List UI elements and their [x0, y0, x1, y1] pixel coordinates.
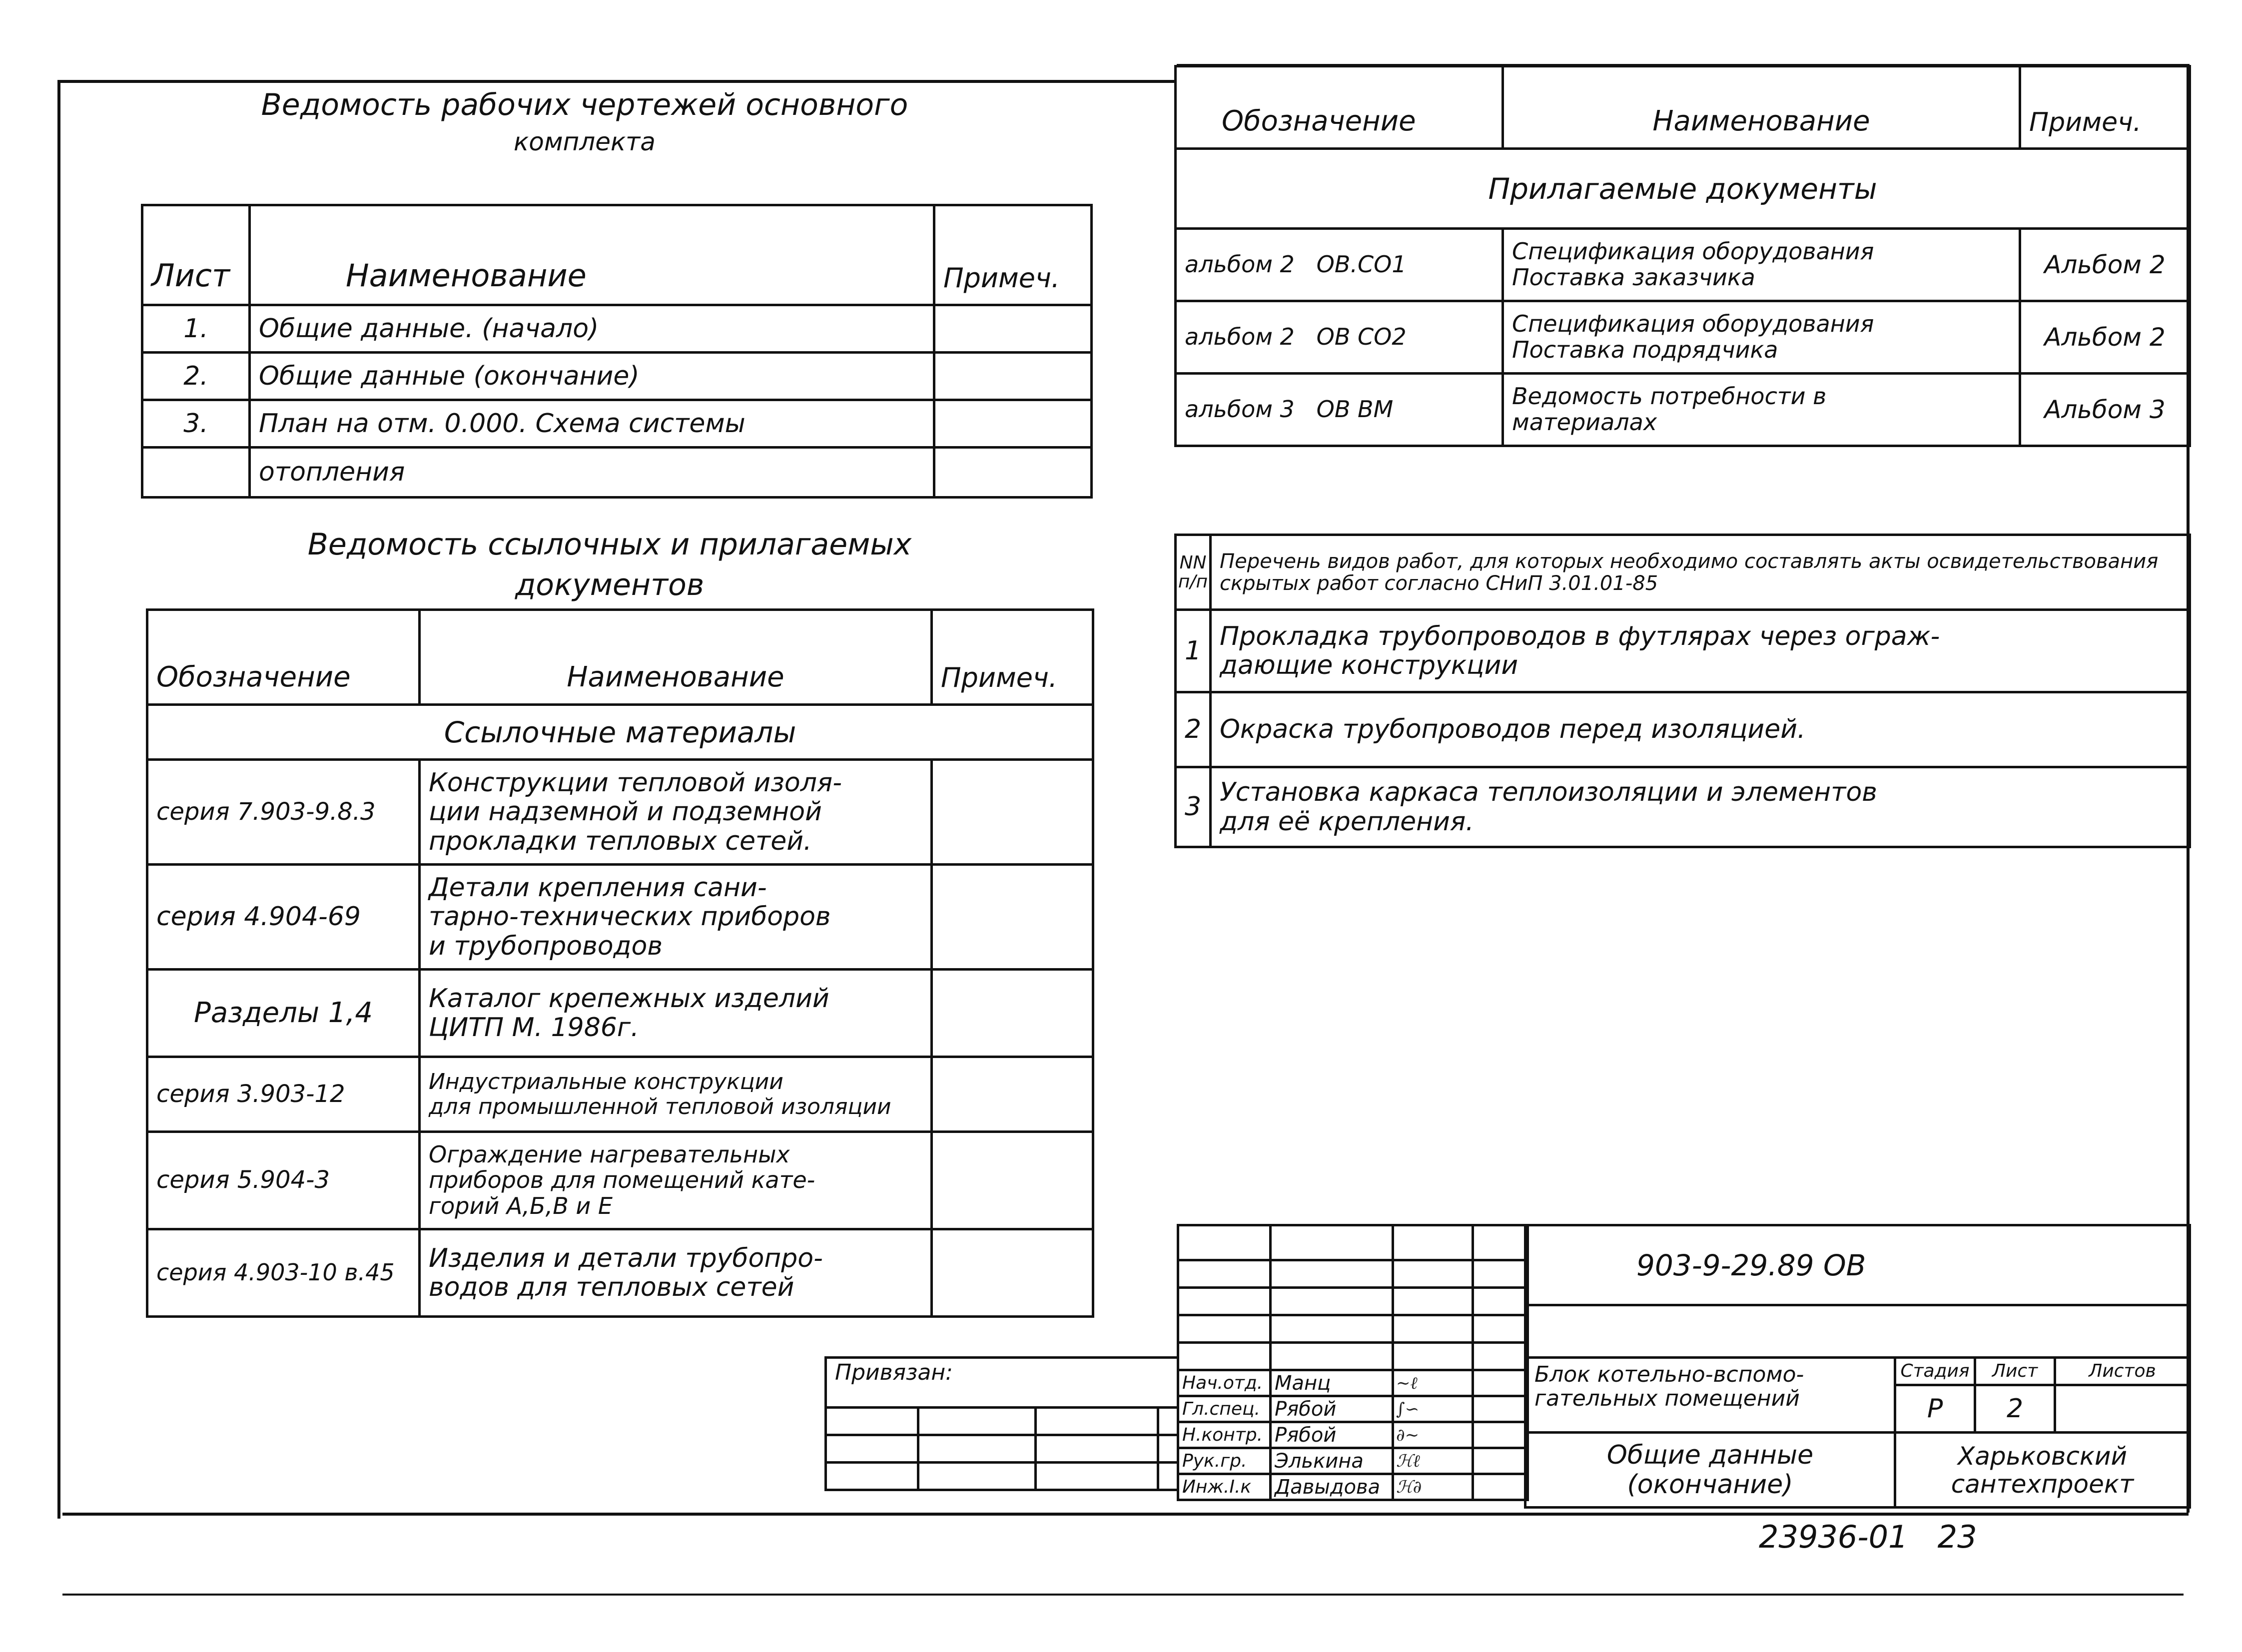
stamp-role: Нач.отд.	[1178, 1370, 1271, 1396]
works-text: Окраска трубопроводов перед изоляцией.	[1211, 692, 2190, 767]
works-header-row	[1176, 535, 2190, 610]
sheets-value	[2055, 1385, 2190, 1433]
stamp-role: Гл.спец.	[1178, 1396, 1271, 1422]
stamp-person: Рябой	[1271, 1422, 1393, 1448]
stamp-cell	[1473, 1260, 1528, 1288]
table-row	[142, 400, 1092, 448]
sheet-note	[934, 305, 1092, 353]
works-header: Перечень видов работ, для которых необходимо составлять акты освидетельствования скрытых работ согласно СНиП 3.01.01-85	[1211, 535, 2190, 610]
attached-note: Альбом 2	[2020, 301, 2190, 374]
sheet-note	[934, 448, 1092, 498]
attached-note: Альбом 3	[2020, 374, 2190, 446]
table-row	[147, 760, 1093, 865]
frame-bottom	[62, 1513, 2189, 1516]
note-col-header: Примеч.	[2020, 66, 2190, 149]
works-num: 2	[1176, 692, 1211, 767]
table-row	[147, 1057, 1093, 1132]
stamp-role: Рук.гр.	[1178, 1448, 1271, 1474]
ref-code: серия 4.903-10 в.45	[147, 1229, 420, 1317]
sheet-note	[934, 353, 1092, 400]
ref-code: серия 3.903-12	[147, 1057, 420, 1132]
sheet-col-header: Лист	[1975, 1358, 2055, 1385]
binding-header-row	[826, 1358, 1178, 1408]
name-col-header: Наименование	[420, 610, 932, 705]
sheet-name: Общие данные (окончание)	[250, 353, 934, 400]
stamp-empty-row	[1178, 1315, 1528, 1343]
binding-cell	[1158, 1463, 1178, 1490]
document-code: 903-9-29.89 ОВ	[1525, 1225, 2190, 1305]
ref-section-title: Ссылочные материалы	[147, 705, 1093, 760]
binding-cell	[1036, 1408, 1158, 1435]
stamp-cell	[1271, 1225, 1393, 1260]
sheet-name: Общие данные. (начало)	[250, 305, 934, 353]
attached-docs-table	[1174, 65, 2191, 447]
sheet-value: 2	[1975, 1385, 2055, 1433]
signature: ∼ℓ	[1393, 1370, 1473, 1396]
ref-note	[932, 970, 1093, 1057]
binding-cell	[826, 1435, 918, 1463]
stamp-cell	[1271, 1288, 1393, 1315]
ref-note	[932, 865, 1093, 970]
binding-cell	[826, 1463, 918, 1490]
stamp-cell	[1473, 1288, 1528, 1315]
table-row	[142, 353, 1092, 400]
binding-cell	[1158, 1408, 1178, 1435]
note-col-header: Примеч.	[934, 205, 1092, 305]
works-num: 1	[1176, 610, 1211, 692]
page-bottom-line	[62, 1594, 2184, 1596]
attached-section-title: Прилагаемые документы	[1176, 149, 2190, 229]
ref-header-row	[147, 610, 1093, 705]
name-col-header: Наименование	[1503, 66, 2020, 149]
sheet-number: 1.	[142, 305, 250, 353]
attached-header-row	[1176, 66, 2190, 149]
stamp-cell	[1473, 1225, 1528, 1260]
works-num-header: NN п/п	[1176, 535, 1211, 610]
table-row	[1176, 767, 2190, 847]
stamp-role-row	[1178, 1448, 1528, 1474]
sheet-number	[142, 448, 250, 498]
stamp-date	[1473, 1370, 1528, 1396]
signature: ∫∽	[1393, 1396, 1473, 1422]
stamp-title-row	[1525, 1433, 2190, 1508]
sheet-list-title-line2: комплекта	[514, 127, 656, 156]
object-name: Блок котельно-вспомо- гательных помещений	[1525, 1358, 1895, 1433]
stamp-main	[1524, 1224, 2191, 1509]
stamp-cell	[1271, 1343, 1393, 1370]
organization: Харьковский сантехпроект	[1895, 1433, 2190, 1508]
ref-note	[932, 1132, 1093, 1229]
works-text: Прокладка трубопроводов в футлярах через ограж- дающие конструкции	[1211, 610, 2190, 692]
code-col-header: Обозначение	[147, 610, 420, 705]
ref-docs-title	[210, 525, 1009, 605]
binding-cell	[918, 1463, 1036, 1490]
name-col-header: Наименование	[250, 205, 934, 305]
stamp-blank	[1525, 1305, 2190, 1358]
works-num: 3	[1176, 767, 1211, 847]
stamp-date	[1473, 1422, 1528, 1448]
table-row	[147, 970, 1093, 1057]
stamp-person: Давыдова	[1271, 1474, 1393, 1500]
frame-left	[57, 80, 60, 1519]
binding-cell	[826, 1408, 918, 1435]
sheet-note	[934, 400, 1092, 448]
attached-code: альбом 2 ОВ.СО1	[1176, 229, 1503, 301]
attached-code: альбом 3 ОВ ВМ	[1176, 374, 1503, 446]
table-row	[147, 1132, 1093, 1229]
stamp-cell	[1393, 1288, 1473, 1315]
stamp-cell	[1393, 1225, 1473, 1260]
stamp-cell	[1178, 1315, 1271, 1343]
stamp-empty-row	[1178, 1260, 1528, 1288]
binding-row	[826, 1463, 1178, 1490]
stamp-role-row	[1178, 1370, 1528, 1396]
ref-name: Детали крепления сани- тарно-технических приборов и трубопроводов	[420, 865, 932, 970]
stamp-empty-row	[1178, 1225, 1528, 1260]
attached-name: Ведомость потребности в материалах	[1503, 374, 2020, 446]
binding-cell	[1036, 1463, 1158, 1490]
stamp-cell	[1271, 1260, 1393, 1288]
table-row	[1176, 692, 2190, 767]
sheet-col-header: Лист	[142, 205, 250, 305]
stamp-role-row	[1178, 1396, 1528, 1422]
sheet-number: 3.	[142, 400, 250, 448]
ref-code: серия 7.903-9.8.3	[147, 760, 420, 865]
ref-name: Индустриальные конструкции для промышленной тепловой изоляции	[420, 1057, 932, 1132]
stamp-date	[1473, 1396, 1528, 1422]
ref-code: серия 4.904-69	[147, 865, 420, 970]
ref-code: Разделы 1,4	[147, 970, 420, 1057]
table-row	[147, 865, 1093, 970]
stamp-cell	[1393, 1343, 1473, 1370]
archive-number: 23936-01 23	[1759, 1519, 1977, 1555]
table-row	[1176, 610, 2190, 692]
sheet-name: отопления	[250, 448, 934, 498]
table-row	[142, 448, 1092, 498]
ref-section-row	[147, 705, 1093, 760]
signature: ℋ∂	[1393, 1474, 1473, 1500]
ref-name: Изделия и детали трубопро- водов для тепловых сетей	[420, 1229, 932, 1317]
binding-row	[826, 1435, 1178, 1463]
stamp-date	[1473, 1448, 1528, 1474]
stamp-cell	[1393, 1260, 1473, 1288]
table-row	[1176, 229, 2190, 301]
attached-name: Спецификация оборудования Поставка подрядчика	[1503, 301, 2020, 374]
sheet-title: Общие данные (окончание)	[1525, 1433, 1895, 1508]
signature: ∂∼	[1393, 1422, 1473, 1448]
stamp-person: Рябой	[1271, 1396, 1393, 1422]
stamp-role: Инж.I.к	[1178, 1474, 1271, 1500]
ref-docs-table	[146, 608, 1094, 1318]
ref-name: Ограждение нагревательных приборов для помещений кате- горий А,Б,В и Е	[420, 1132, 932, 1229]
signature: ℋℓ	[1393, 1448, 1473, 1474]
stamp-cell	[1178, 1225, 1271, 1260]
stamp-person: Манц	[1271, 1370, 1393, 1396]
table-row	[1176, 301, 2190, 374]
stamp-role: Н.контр.	[1178, 1422, 1271, 1448]
ref-name: Конструкции тепловой изоля- ции надземной и подземной прокладки тепловых сетей.	[420, 760, 932, 865]
table-row	[1176, 374, 2190, 446]
ref-note	[932, 1229, 1093, 1317]
binding-label: Привязан:	[826, 1358, 1178, 1408]
binding-cell	[1036, 1435, 1158, 1463]
ref-name: Каталог крепежных изделий ЦИТП М. 1986г.	[420, 970, 932, 1057]
attached-code: альбом 2 ОВ СО2	[1176, 301, 1503, 374]
attached-name: Спецификация оборудования Поставка заказчика	[1503, 229, 2020, 301]
stamp-code-row	[1525, 1225, 2190, 1305]
stamp-columns-row	[1525, 1358, 2190, 1385]
stamp-empty-row	[1178, 1343, 1528, 1370]
sheet-list-table	[141, 204, 1093, 499]
code-col-header: Обозначение	[1176, 66, 1503, 149]
stamp-date	[1473, 1474, 1528, 1500]
ref-note	[932, 760, 1093, 865]
sheet-list-header-row	[142, 205, 1092, 305]
stamp-person: Элькина	[1271, 1448, 1393, 1474]
binding-block	[824, 1356, 1179, 1491]
sheet-list-title-line1: Ведомость рабочих чертежей основного	[261, 87, 908, 122]
binding-cell	[1158, 1435, 1178, 1463]
sheet-number: 2.	[142, 353, 250, 400]
stamp-roles	[1177, 1224, 1529, 1501]
attached-note: Альбом 2	[2020, 229, 2190, 301]
ref-docs-title-line2: документов	[515, 567, 705, 602]
binding-cell	[918, 1435, 1036, 1463]
binding-row	[826, 1408, 1178, 1435]
stamp-cell	[1178, 1343, 1271, 1370]
stamp-cell	[1271, 1315, 1393, 1343]
stage-value: Р	[1895, 1385, 1975, 1433]
note-col-header: Примеч.	[932, 610, 1093, 705]
stamp-cell	[1473, 1315, 1528, 1343]
stamp-cell	[1178, 1260, 1271, 1288]
table-row	[142, 305, 1092, 353]
ref-code: серия 5.904-3	[147, 1132, 420, 1229]
works-table	[1174, 534, 2191, 848]
stamp-blank-row	[1525, 1305, 2190, 1358]
table-row	[147, 1229, 1093, 1317]
frame-top-left	[57, 80, 1177, 83]
stamp-role-row	[1178, 1422, 1528, 1448]
works-text: Установка каркаса теплоизоляции и элементов для её крепления.	[1211, 767, 2190, 847]
ref-docs-title-line1: Ведомость ссылочных и прилагаемых	[307, 527, 912, 562]
stamp-cell	[1393, 1315, 1473, 1343]
ref-note	[932, 1057, 1093, 1132]
binding-cell	[918, 1408, 1036, 1435]
sheet-name: План на отм. 0.000. Схема системы	[250, 400, 934, 448]
stamp-cell	[1178, 1288, 1271, 1315]
stamp-role-row	[1178, 1474, 1528, 1500]
stamp-cell	[1473, 1343, 1528, 1370]
stage-col-header: Стадия	[1895, 1358, 1975, 1385]
sheets-col-header: Листов	[2055, 1358, 2190, 1385]
attached-section-row	[1176, 149, 2190, 229]
stamp-empty-row	[1178, 1288, 1528, 1315]
sheet-list-title	[165, 85, 1004, 159]
